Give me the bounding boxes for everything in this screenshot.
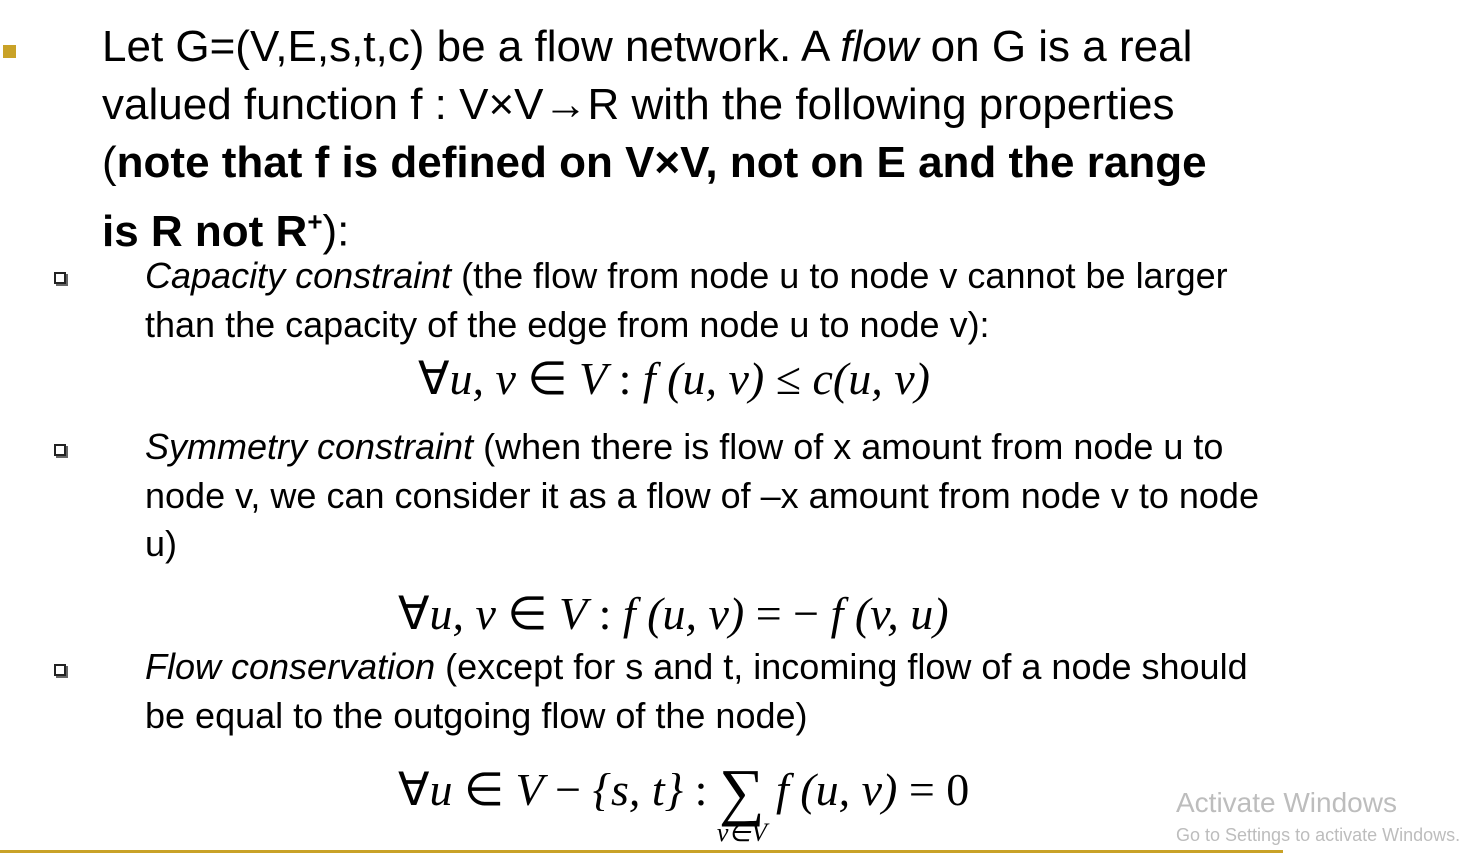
symmetry-term: Symmetry constraint — [145, 426, 474, 467]
symmetry-formula: ∀u, v ∈ V : f (u, v) = − f (v, u) — [398, 588, 949, 639]
main-paragraph — [102, 18, 1252, 261]
capacity-paragraph — [145, 252, 1275, 349]
main-text-part3: R with the following properties ( — [102, 80, 1175, 187]
summation-subscript: v∈V — [716, 818, 767, 847]
capacity-bullet-icon — [54, 272, 66, 284]
main-text-part4: ): — [322, 206, 350, 256]
symmetry-bullet-icon — [54, 444, 66, 456]
conservation-term: Flow conservation — [145, 646, 436, 687]
arrow-icon: → — [543, 80, 588, 129]
main-text-part2: on G is a real valued function f : V×V — [102, 22, 1193, 129]
main-text-part1: Let G=(V,E,s,t,c) be a flow network. A — [102, 22, 841, 71]
plus-superscript: + — [307, 206, 323, 236]
symmetry-desc: (when there is flow of x amount from node u to node v, we can consider it as a flow of –x amount from node v to node u) — [145, 426, 1259, 564]
sigma-icon: ∑ — [718, 756, 765, 827]
capacity-desc: (the flow from node u to node v cannot be larger than the capacity of the edge from node u to node v): — [145, 255, 1228, 345]
capacity-term: Capacity constraint — [145, 255, 452, 296]
symmetry-paragraph — [145, 423, 1275, 569]
main-bold-note: note that f is defined on V×V, not on E and the range is R not R+ — [102, 138, 1207, 256]
flow-term: flow — [840, 22, 919, 71]
main-bullet-icon — [3, 45, 16, 58]
summation — [716, 752, 767, 847]
bottom-divider — [0, 850, 1283, 853]
conservation-desc: (except for s and t, incoming flow of a node should be equal to the outgoing flow of the node) — [145, 646, 1248, 736]
capacity-formula: ∀u, v ∈ V : f (u, v) ≤ c(u, v) — [418, 353, 930, 404]
activate-windows-title: Activate Windows — [1176, 787, 1397, 818]
conservation-paragraph — [145, 643, 1275, 740]
activate-windows-subtitle: Go to Settings to activate Windows. — [1176, 825, 1460, 845]
conservation-bullet-icon — [54, 664, 66, 676]
conservation-formula: ∀u ∈ V − {s, t} : ∑ v∈V f (u, v) = 0 — [398, 752, 969, 816]
